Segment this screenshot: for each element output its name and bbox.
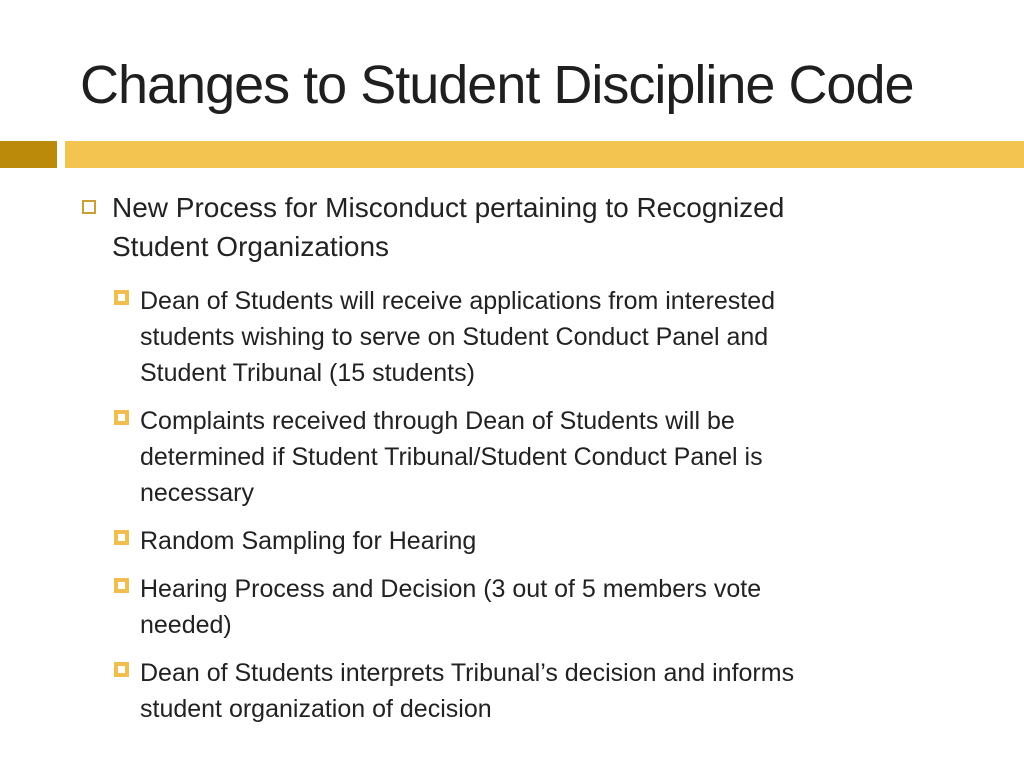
bullet-text-line: Hearing Process and Decision (3 out of 5 members vote <box>140 575 762 603</box>
bullet-item <box>114 655 982 727</box>
bullet-item <box>114 523 982 559</box>
bullet-marker-cell <box>82 188 112 214</box>
bullet-text-line: Student Tribunal (15 students) <box>140 359 475 387</box>
hollow-square-bullet-icon <box>82 200 96 214</box>
bullet-text-line: Complaints received through Dean of Students will be <box>140 407 735 435</box>
bullet-text-line: student organization of decision <box>140 695 492 723</box>
filled-square-bullet-icon <box>114 290 129 305</box>
bullet-text-line: Dean of Students interprets Tribunal’s decision and informs <box>140 659 795 687</box>
bullet-text-line: students wishing to serve on Student Conduct Panel and <box>140 323 769 351</box>
bullet-text-line: Dean of Students will receive applications from interested <box>140 287 776 315</box>
bullet-text-line: Student Organizations <box>112 231 390 262</box>
bullet-text-line: determined if Student Tribunal/Student Conduct Panel is <box>140 443 763 471</box>
bullet-marker-cell <box>114 655 140 677</box>
bullet-marker-cell <box>114 283 140 305</box>
bullet-item <box>114 571 982 643</box>
bullet-text <box>140 571 761 643</box>
bullet-list <box>82 188 982 739</box>
filled-square-bullet-icon <box>114 530 129 545</box>
filled-square-bullet-icon <box>114 578 129 593</box>
bullet-marker-cell <box>114 571 140 593</box>
bullet-text <box>112 188 784 266</box>
bullet-marker-cell <box>114 403 140 425</box>
filled-square-bullet-icon <box>114 662 129 677</box>
bullet-item <box>114 403 982 511</box>
slide-title: Changes to Student Discipline Code <box>80 55 914 115</box>
bullet-text-line: necessary <box>140 479 254 507</box>
bullet-marker-cell <box>114 523 140 545</box>
bullet-text <box>140 523 476 559</box>
bullet-item <box>82 188 982 266</box>
bullet-text-line: Random Sampling for Hearing <box>140 527 477 555</box>
bullet-text <box>140 655 794 727</box>
accent-divider-bar <box>65 141 1024 168</box>
bullet-text-line: New Process for Misconduct pertaining to Recognized <box>112 192 785 223</box>
accent-square <box>0 141 57 168</box>
bullet-text <box>140 283 775 391</box>
bullet-item <box>114 283 982 391</box>
bullet-text-line: needed) <box>140 611 232 639</box>
filled-square-bullet-icon <box>114 410 129 425</box>
bullet-text <box>140 403 763 511</box>
